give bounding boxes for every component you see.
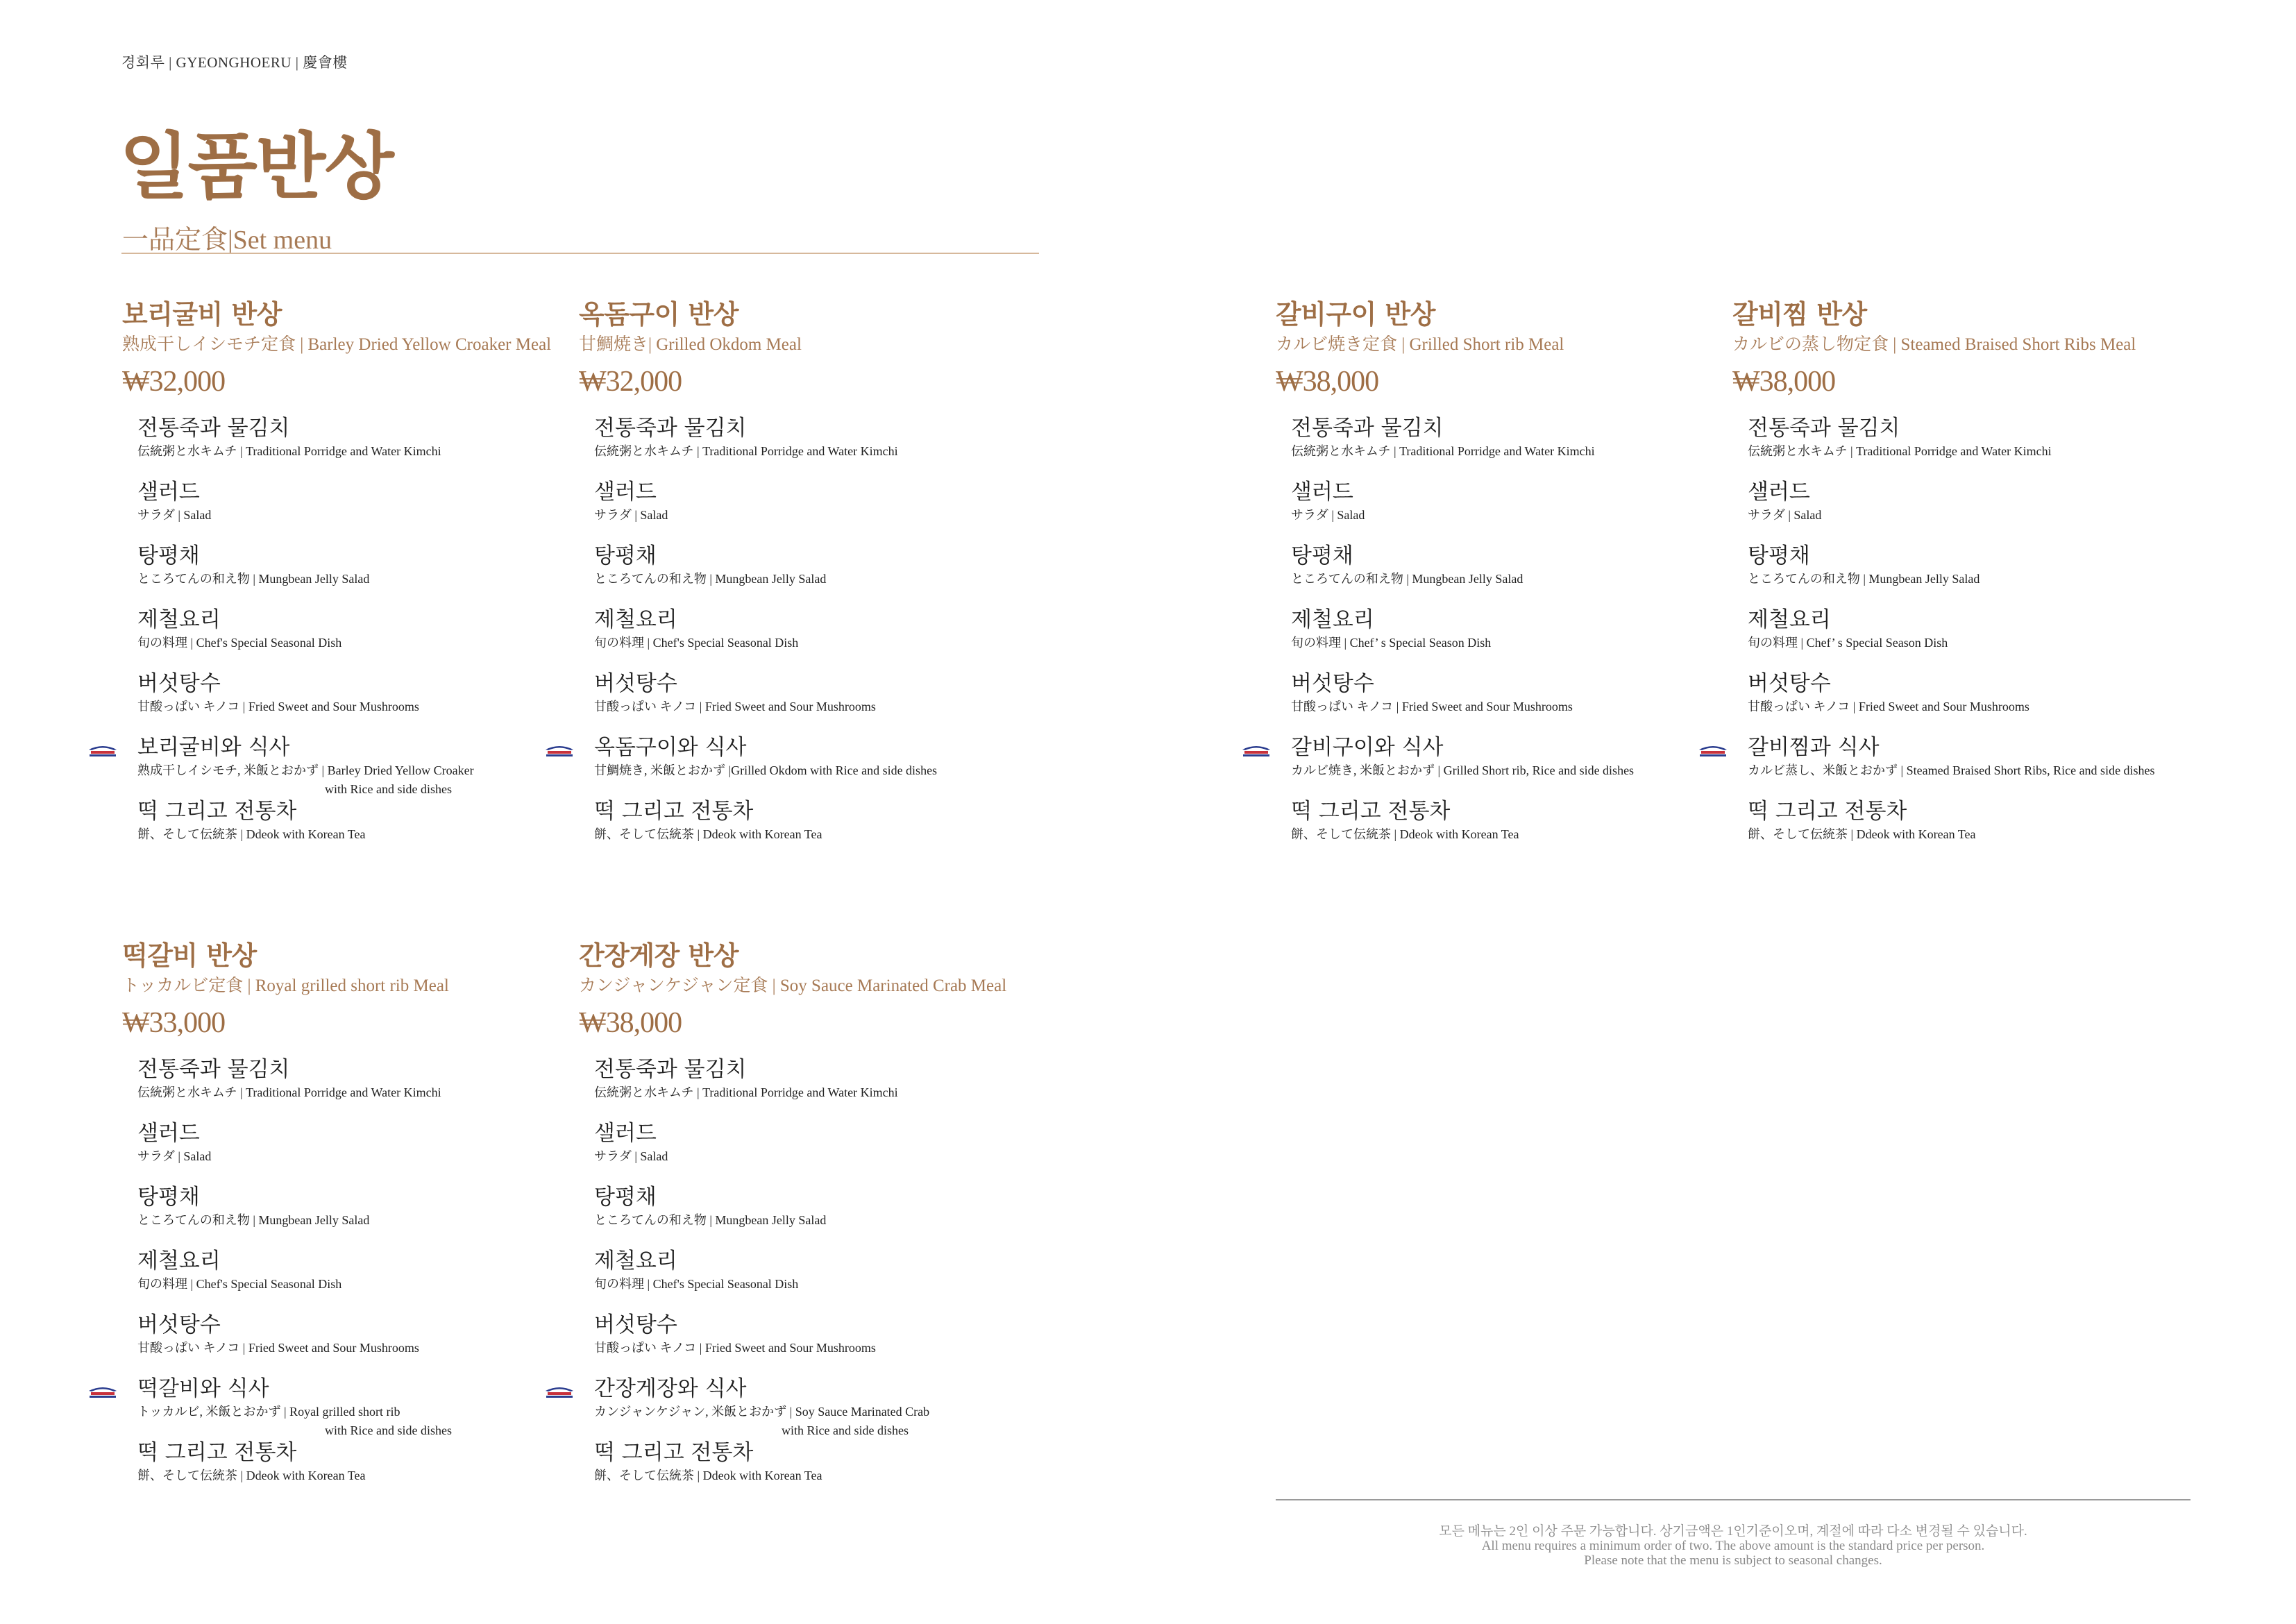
set-menu-okdom (579, 298, 1065, 862)
course-item (137, 607, 608, 670)
course-desc (594, 441, 1065, 461)
course-item (594, 1376, 1065, 1439)
course-desc-line: 伝統粥と水キムチ | Traditional Porridge and Water Kimchi (137, 1085, 441, 1099)
footer-divider (1276, 1499, 2191, 1500)
course-item (1291, 607, 1762, 670)
course-item (137, 1184, 608, 1248)
course-name-ko: 보리굴비와 식사 (137, 735, 290, 760)
course-desc (1748, 697, 2218, 716)
course-name-ko: 탕평채 (594, 543, 657, 568)
course-item (137, 1312, 608, 1376)
course-item (137, 479, 608, 543)
course-item (137, 1439, 608, 1503)
course-desc (137, 505, 608, 525)
course-desc (137, 1402, 608, 1439)
course-item (137, 1376, 608, 1439)
course-desc-line: 旬の料理 | Chef's Special Seasonal Dish (137, 636, 342, 650)
course-item (594, 479, 1065, 543)
course-desc (1291, 761, 1762, 780)
course-name-ko: 제철요리 (1748, 607, 1831, 632)
course-name-ko: 버섯탕수 (594, 1312, 677, 1337)
set-price: ₩32,000 (579, 366, 682, 398)
course-name-ko: 제철요리 (137, 607, 221, 632)
course-name-ko: 제철요리 (594, 1249, 677, 1274)
course-item (1748, 670, 2218, 734)
course-desc-line: 甘酸っぱい キノコ | Fried Sweet and Sour Mushrooms (137, 700, 419, 713)
set-menu-galbi-jjim (1732, 298, 2218, 862)
set-name: 보리굴비 반상 (122, 299, 282, 330)
course-item (1291, 479, 1762, 543)
course-name-ko: 제철요리 (137, 1249, 221, 1274)
set-name: 갈비찜 반상 (1732, 299, 1867, 330)
course-desc (137, 1147, 608, 1166)
page-subtitle: 一品定食|Set menu (122, 226, 332, 255)
course-desc (137, 569, 608, 589)
set-course-list (137, 1056, 608, 1503)
course-item (594, 798, 1065, 862)
course-desc-line: カンジャンケジャン, 米飯とおかず | Soy Sauce Marinated Crab (594, 1405, 930, 1419)
course-desc-line: サラダ | Salad (1748, 508, 1822, 522)
set-price: ₩32,000 (122, 366, 226, 398)
course-desc-line: ところてんの和え物 | Mungbean Jelly Salad (594, 572, 827, 586)
course-desc (594, 1466, 1065, 1485)
course-desc-line: サラダ | Salad (594, 1149, 668, 1163)
course-name-ko: 전통죽과 물김치 (594, 416, 747, 441)
set-subtitle: 熟成干しイシモチ定食 | Barley Dried Yellow Croaker Meal (122, 335, 552, 354)
course-name-ko: 버섯탕수 (137, 1312, 221, 1337)
set-course-list (594, 1056, 1065, 1503)
course-item (137, 798, 608, 862)
course-item (594, 1120, 1065, 1184)
course-desc-line: 甘酸っぱい キノコ | Fried Sweet and Sour Mushrooms (594, 700, 876, 713)
set-course-list (594, 415, 1065, 862)
course-desc-line: ところてんの和え物 | Mungbean Jelly Salad (1291, 572, 1523, 586)
course-desc (1291, 824, 1762, 844)
course-desc-continued: with Rice and side dishes (325, 1423, 452, 1437)
course-name-ko: 제철요리 (594, 607, 677, 632)
course-item (594, 1248, 1065, 1312)
restaurant-logo-badge-icon (87, 744, 118, 758)
course-desc (137, 1210, 608, 1230)
course-name-ko: 탕평채 (1748, 543, 1810, 568)
course-item (137, 670, 608, 734)
course-desc-line: 餅、そして伝統茶 | Ddeok with Korean Tea (594, 1469, 822, 1482)
course-item (1291, 734, 1762, 798)
course-desc (594, 569, 1065, 589)
set-subtitle: 甘鯛焼き| Grilled Okdom Meal (579, 335, 802, 354)
set-price: ₩38,000 (579, 1007, 682, 1039)
page-title: 일품반상 (119, 124, 393, 209)
course-desc (137, 633, 608, 652)
course-desc-line: サラダ | Salad (137, 1149, 212, 1163)
set-course-list (137, 415, 608, 862)
course-desc (594, 1210, 1065, 1230)
restaurant-logo-badge-icon (87, 1385, 118, 1399)
course-name-ko: 샐러드 (137, 1121, 200, 1146)
course-desc (1748, 761, 2218, 780)
course-desc (137, 1274, 608, 1294)
course-item (137, 1248, 608, 1312)
course-name-ko: 버섯탕수 (1748, 671, 1831, 696)
course-name-ko: 탕평채 (594, 1185, 657, 1210)
course-desc (594, 761, 1065, 780)
course-item (594, 734, 1065, 798)
course-desc-line: サラダ | Salad (1291, 508, 1365, 522)
course-item (594, 1184, 1065, 1248)
course-desc-line: 伝統粥と水キムチ | Traditional Porridge and Water Kimchi (137, 444, 441, 458)
course-name-ko: 전통죽과 물김치 (1748, 416, 1900, 441)
course-desc-line: 熟成干しイシモチ, 米飯とおかず | Barley Dried Yellow Croaker (137, 763, 474, 777)
course-desc-line: カルビ焼き, 米飯とおかず | Grilled Short rib, Rice and side dishes (1291, 763, 1635, 777)
set-menu-tteokgalbi (122, 940, 608, 1503)
course-desc-line: 伝統粥と水キムチ | Traditional Porridge and Water Kimchi (594, 1085, 898, 1099)
course-name-ko: 갈비구이와 식사 (1291, 735, 1444, 760)
course-desc (1291, 505, 1762, 525)
course-desc-line: 旬の料理 | Chef's Special Seasonal Dish (594, 1277, 799, 1291)
course-desc-line: 伝統粥と水キムチ | Traditional Porridge and Water Kimchi (1291, 444, 1595, 458)
course-name-ko: 샐러드 (137, 480, 200, 505)
course-name-ko: 샐러드 (594, 1121, 657, 1146)
set-course-list (1291, 415, 1762, 862)
course-desc-line: 旬の料理 | Chef's Special Seasonal Dish (137, 1277, 342, 1291)
course-desc-line: 餅、そして伝統茶 | Ddeok with Korean Tea (1748, 827, 1976, 841)
course-name-ko: 버섯탕수 (1291, 671, 1374, 696)
restaurant-logo-badge-icon (1241, 744, 1272, 758)
course-desc-line: ところてんの和え物 | Mungbean Jelly Salad (1748, 572, 1980, 586)
course-item (594, 1312, 1065, 1376)
set-name: 떡갈비 반상 (122, 940, 257, 971)
course-desc-line: サラダ | Salad (594, 508, 668, 522)
course-item (137, 1120, 608, 1184)
course-name-ko: 버섯탕수 (137, 671, 221, 696)
restaurant-logo-badge-icon (1698, 744, 1728, 758)
course-item (1748, 798, 2218, 862)
course-desc (594, 633, 1065, 652)
set-subtitle: トッカルビ定食 | Royal grilled short rib Meal (122, 976, 449, 995)
course-desc (1748, 441, 2218, 461)
course-desc-line: ところてんの和え物 | Mungbean Jelly Salad (594, 1213, 827, 1227)
course-desc (1291, 633, 1762, 652)
course-desc-line: ところてんの和え物 | Mungbean Jelly Salad (137, 572, 370, 586)
course-desc (137, 441, 608, 461)
course-item (1291, 798, 1762, 862)
set-menu-galbi-gui (1276, 298, 1762, 862)
course-desc-line: 餅、そして伝統茶 | Ddeok with Korean Tea (137, 827, 366, 841)
course-desc-line: 旬の料理 | Chef’ s Special Season Dish (1748, 636, 1948, 650)
course-item (1291, 670, 1762, 734)
course-desc (594, 824, 1065, 844)
course-desc (1748, 633, 2218, 652)
set-name: 간장게장 반상 (579, 940, 738, 971)
set-subtitle: カンジャンケジャン定食 | Soy Sauce Marinated Crab Meal (579, 976, 1007, 995)
footer-note-en-2: Please note that the menu is subject to seasonal changes. (1584, 1553, 1882, 1568)
course-name-ko: 버섯탕수 (594, 671, 677, 696)
course-item (137, 734, 608, 798)
title-divider (121, 253, 1039, 254)
course-desc-line: 甘酸っぱい キノコ | Fried Sweet and Sour Mushrooms (1291, 700, 1573, 713)
course-name-ko: 전통죽과 물김치 (594, 1057, 747, 1082)
course-name-ko: 옥돔구이와 식사 (594, 735, 747, 760)
course-name-ko: 전통죽과 물김치 (137, 416, 290, 441)
footer-note (1276, 1524, 2191, 1568)
course-desc (594, 1083, 1065, 1102)
course-item (594, 543, 1065, 607)
course-name-ko: 떡 그리고 전통차 (1291, 799, 1451, 824)
course-item (1748, 734, 2218, 798)
course-desc-line: 甘酸っぱい キノコ | Fried Sweet and Sour Mushrooms (137, 1341, 419, 1355)
course-desc (137, 1466, 608, 1485)
course-desc-line: 餅、そして伝統茶 | Ddeok with Korean Tea (137, 1469, 366, 1482)
set-price: ₩38,000 (1276, 366, 1379, 398)
course-desc-line: 甘酸っぱい キノコ | Fried Sweet and Sour Mushrooms (1748, 700, 2029, 713)
course-item (594, 415, 1065, 479)
course-desc-line: サラダ | Salad (137, 508, 212, 522)
course-desc (137, 697, 608, 716)
course-name-ko: 탕평채 (137, 543, 200, 568)
course-name-ko: 떡 그리고 전통차 (594, 1440, 754, 1465)
restaurant-logo-badge-icon (544, 744, 575, 758)
course-name-ko: 떡 그리고 전통차 (137, 1440, 297, 1465)
course-name-ko: 샐러드 (1748, 480, 1810, 505)
course-name-ko: 갈비찜과 식사 (1748, 735, 1880, 760)
brand-topline: 경회루 | GYEONGHOERU | 慶會樓 (121, 54, 348, 71)
course-name-ko: 탕평채 (1291, 543, 1353, 568)
course-desc-line: 旬の料理 | Chef's Special Seasonal Dish (594, 636, 799, 650)
set-course-list (1748, 415, 2218, 862)
course-desc-line: 伝統粥と水キムチ | Traditional Porridge and Water Kimchi (594, 444, 898, 458)
course-desc-line: 餅、そして伝統茶 | Ddeok with Korean Tea (1291, 827, 1519, 841)
set-subtitle: カルビの蒸し物定食 | Steamed Braised Short Ribs Meal (1732, 335, 2136, 354)
course-item (594, 1056, 1065, 1120)
course-desc (594, 1338, 1065, 1357)
course-item (1748, 607, 2218, 670)
course-desc-line: 伝統粥と水キムチ | Traditional Porridge and Water Kimchi (1748, 444, 2052, 458)
course-desc (137, 1083, 608, 1102)
course-name-ko: 제철요리 (1291, 607, 1374, 632)
restaurant-logo-badge-icon (544, 1385, 575, 1399)
course-desc (1291, 697, 1762, 716)
course-name-ko: 떡 그리고 전통차 (594, 799, 754, 824)
course-desc (594, 1402, 1065, 1439)
set-price: ₩33,000 (122, 1007, 226, 1039)
course-desc (1748, 569, 2218, 589)
course-desc (137, 1338, 608, 1357)
course-desc-line: 餅、そして伝統茶 | Ddeok with Korean Tea (594, 827, 822, 841)
course-item (1291, 543, 1762, 607)
course-name-ko: 전통죽과 물김치 (1291, 416, 1444, 441)
course-desc (1748, 824, 2218, 844)
course-desc-continued: with Rice and side dishes (325, 782, 452, 796)
course-desc (594, 1274, 1065, 1294)
course-desc-line: ところてんの和え物 | Mungbean Jelly Salad (137, 1213, 370, 1227)
course-item (1748, 415, 2218, 479)
course-desc (137, 761, 608, 798)
course-desc-line: 甘酸っぱい キノコ | Fried Sweet and Sour Mushrooms (594, 1341, 876, 1355)
course-desc (1291, 441, 1762, 461)
course-desc (594, 1147, 1065, 1166)
course-name-ko: 떡갈비와 식사 (137, 1376, 269, 1401)
course-name-ko: 전통죽과 물김치 (137, 1057, 290, 1082)
course-name-ko: 간장게장와 식사 (594, 1376, 747, 1401)
course-desc-line: トッカルビ, 米飯とおかず | Royal grilled short rib (137, 1405, 400, 1419)
course-name-ko: 샐러드 (1291, 480, 1353, 505)
course-desc-continued: with Rice and side dishes (782, 1423, 909, 1437)
course-item (594, 607, 1065, 670)
course-desc-line: 甘鯛焼き, 米飯とおかず |Grilled Okdom with Rice and side dishes (594, 763, 938, 777)
course-desc-line: カルビ蒸し、米飯とおかず | Steamed Braised Short Ribs, Rice and side dishes (1748, 763, 2155, 777)
course-item (1291, 415, 1762, 479)
course-item (137, 1056, 608, 1120)
set-name: 옥돔구이 반상 (579, 299, 738, 330)
course-item (1748, 543, 2218, 607)
course-item (137, 415, 608, 479)
course-name-ko: 탕평채 (137, 1185, 200, 1210)
course-item (137, 543, 608, 607)
set-price: ₩38,000 (1732, 366, 1836, 398)
course-item (1748, 479, 2218, 543)
set-subtitle: カルビ焼き定食 | Grilled Short rib Meal (1276, 335, 1564, 354)
set-name: 갈비구이 반상 (1276, 299, 1435, 330)
course-name-ko: 샐러드 (594, 480, 657, 505)
course-name-ko: 떡 그리고 전통차 (137, 799, 297, 824)
course-desc (594, 697, 1065, 716)
course-desc (594, 505, 1065, 525)
course-desc-line: 旬の料理 | Chef’ s Special Season Dish (1291, 636, 1492, 650)
course-desc (1748, 505, 2218, 525)
course-desc (1291, 569, 1762, 589)
course-name-ko: 떡 그리고 전통차 (1748, 799, 1907, 824)
set-menu-ganjang-gejang (579, 940, 1065, 1503)
footer-note-ko: 모든 메뉴는 2인 이상 주문 가능합니다. 상기금액은 1인기준이오며, 계절에 따라 다소 변경될 수 있습니다. (1439, 1524, 2027, 1539)
course-item (594, 670, 1065, 734)
course-item (594, 1439, 1065, 1503)
set-menu-barley-croaker (122, 298, 608, 862)
footer-note-en-1: All menu requires a minimum order of two. The above amount is the standard price per person. (1481, 1539, 1985, 1553)
course-desc (137, 824, 608, 844)
